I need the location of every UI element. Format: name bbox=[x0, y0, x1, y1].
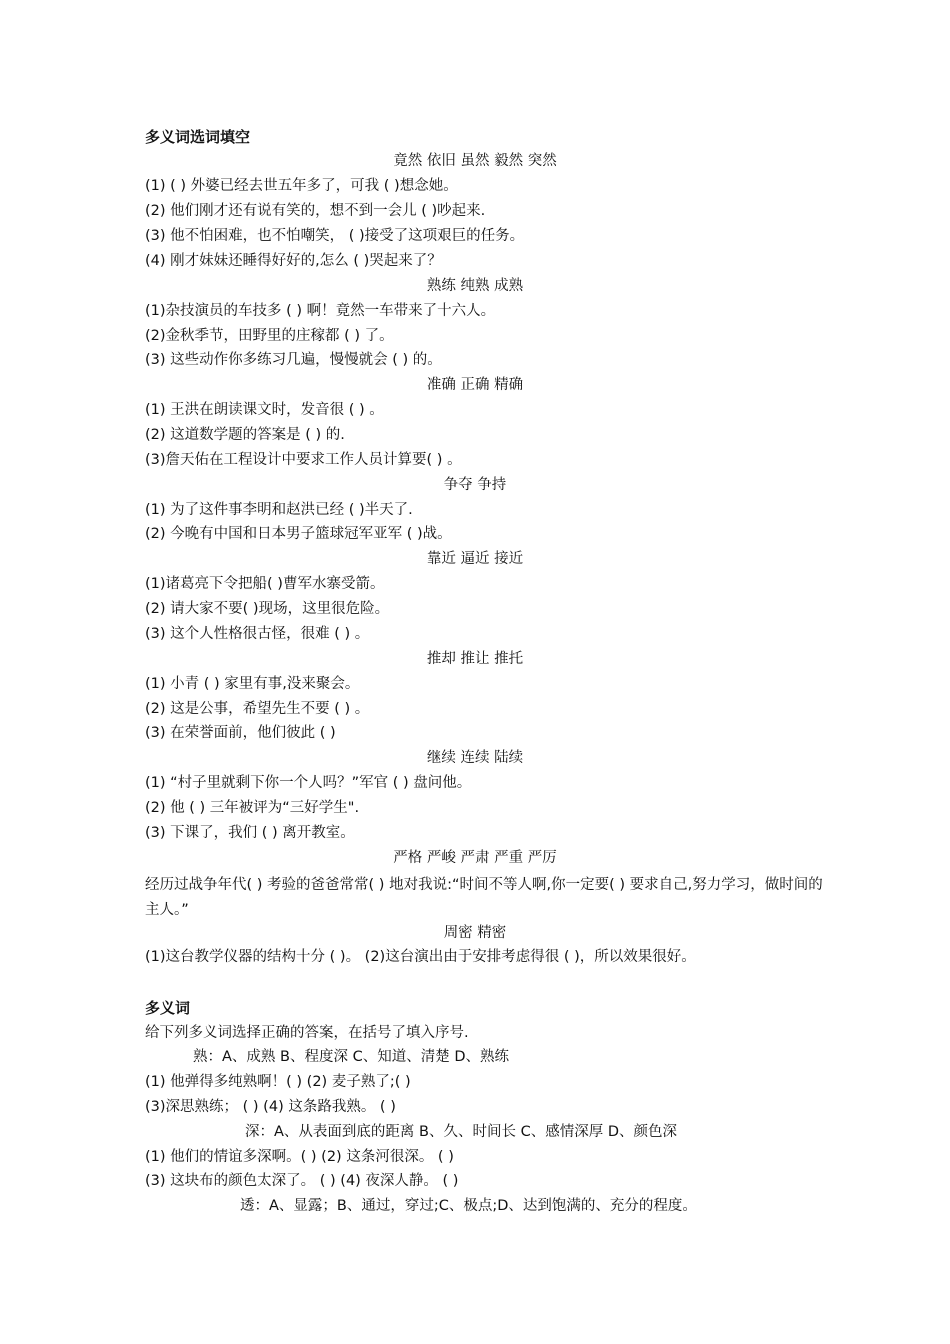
exercise-line: (3) 他不怕困难，也不怕嘲笑， ( )接受了这项艰巨的任务。 bbox=[145, 228, 525, 244]
exercise-line: (3)詹天佑在工程设计中要求工作人员计算要( ) 。 bbox=[145, 452, 462, 468]
word-bank: 继续 连续 陆续 bbox=[426, 750, 524, 766]
exercise-line: (4) 刚才妹妹还睡得好好的,怎么 ( )哭起来了？ bbox=[145, 253, 442, 269]
exercise-line: (1)杂技演员的车技多 ( ) 啊！竟然一车带来了十六人。 bbox=[145, 303, 496, 319]
section-title: 多义词选词填空 bbox=[145, 128, 251, 146]
exercise-line: (1) “村子里就剩下你一个人吗？”军官 ( ) 盘问他。 bbox=[145, 775, 472, 791]
exercise-line: (2) 这道数学题的答案是 ( ) 的. bbox=[145, 427, 345, 443]
exercise-line: (1) 王洪在朗读课文时，发音很 ( ) 。 bbox=[145, 402, 384, 418]
word-bank: 争夺 争持 bbox=[443, 477, 507, 493]
word-bank: 准确 正确 精确 bbox=[426, 377, 524, 393]
word-bank: 周密 精密 bbox=[443, 925, 507, 941]
instruction-text: 给下列多义词选择正确的答案，在括号了填入序号. bbox=[145, 1025, 469, 1041]
exercise-line: (2) 请大家不要( )现场，这里很危险。 bbox=[145, 601, 390, 617]
exercise-line: (3) 这些动作你多练习几遍，慢慢就会 ( ) 的。 bbox=[145, 352, 442, 368]
exercise-line: (3) 在荣誉面前，他们彼此 ( ) bbox=[145, 725, 336, 741]
exercise-line: (1) 他弹得多纯熟啊！( ) (2) 麦子熟了;( ) bbox=[145, 1074, 411, 1090]
exercise-line: (3) 下课了，我们 ( ) 离开教室。 bbox=[145, 825, 355, 841]
word-bank: 靠近 逼近 接近 bbox=[426, 551, 524, 567]
exercise-line: (2) 他们刚才还有说有笑的，想不到一会儿 ( )吵起来. bbox=[145, 203, 486, 219]
exercise-line: (3) 这个人性格很古怪，很难 ( ) 。 bbox=[145, 626, 370, 642]
exercise-line: (1)诸葛亮下令把船( )曹军水寨受箭。 bbox=[145, 576, 385, 592]
exercise-line: (1)这台教学仪器的结构十分 ( )。 (2)这台演出由于安排考虑得很 ( )，所以效果很好。 bbox=[145, 949, 696, 965]
word-definition: 熟：A、成熟 B、程度深 C、知道、清楚 D、熟练 bbox=[193, 1049, 509, 1065]
exercise-line: (2)金秋季节，田野里的庄稼都 ( ) 了。 bbox=[145, 328, 394, 344]
section-title: 多义词 bbox=[145, 999, 191, 1017]
exercise-line: (2) 他 ( ) 三年被评为“三好学生". bbox=[145, 800, 360, 816]
exercise-line: (1) 为了这件事李明和赵洪已经 ( )半天了. bbox=[145, 502, 413, 518]
word-definition: 深：A、从表面到底的距离 B、久、时间长 C、感情深厚 D、颜色深 bbox=[245, 1124, 677, 1140]
exercise-line: (3)深思熟练； ( ) (4) 这条路我熟。 ( ) bbox=[145, 1099, 396, 1115]
word-bank: 竟然 依旧 虽然 毅然 突然 bbox=[393, 153, 557, 169]
exercise-line: (1) ( ) 外婆已经去世五年多了，可我 ( )想念她。 bbox=[145, 178, 458, 194]
exercise-line: (2) 这是公事，希望先生不要 ( ) 。 bbox=[145, 701, 370, 717]
exercise-paragraph: 经历过战争年代( ) 考验的爸爸常常( ) 地对我说:“时间不等人啊,你一定要( ) 要求自己,努力学习，做时间的主人。” bbox=[145, 877, 823, 918]
exercise-line: (1) 小青 ( ) 家里有事,没来聚会。 bbox=[145, 676, 360, 692]
word-bank: 熟练 纯熟 成熟 bbox=[426, 278, 524, 294]
word-bank: 严格 严峻 严肃 严重 严厉 bbox=[393, 850, 557, 866]
word-definition: 透：A、显露；B、通过，穿过;C、极点;D、达到饱满的、充分的程度。 bbox=[240, 1198, 697, 1214]
word-bank: 推却 推让 推托 bbox=[426, 651, 524, 667]
exercise-line: (1) 他们的情谊多深啊。( ) (2) 这条河很深。 ( ) bbox=[145, 1149, 454, 1165]
exercise-line: (2) 今晚有中国和日本男子篮球冠军亚军 ( )战。 bbox=[145, 526, 452, 542]
exercise-line: (3) 这块布的颜色太深了。 ( ) (4) 夜深人静。 ( ) bbox=[145, 1173, 459, 1189]
